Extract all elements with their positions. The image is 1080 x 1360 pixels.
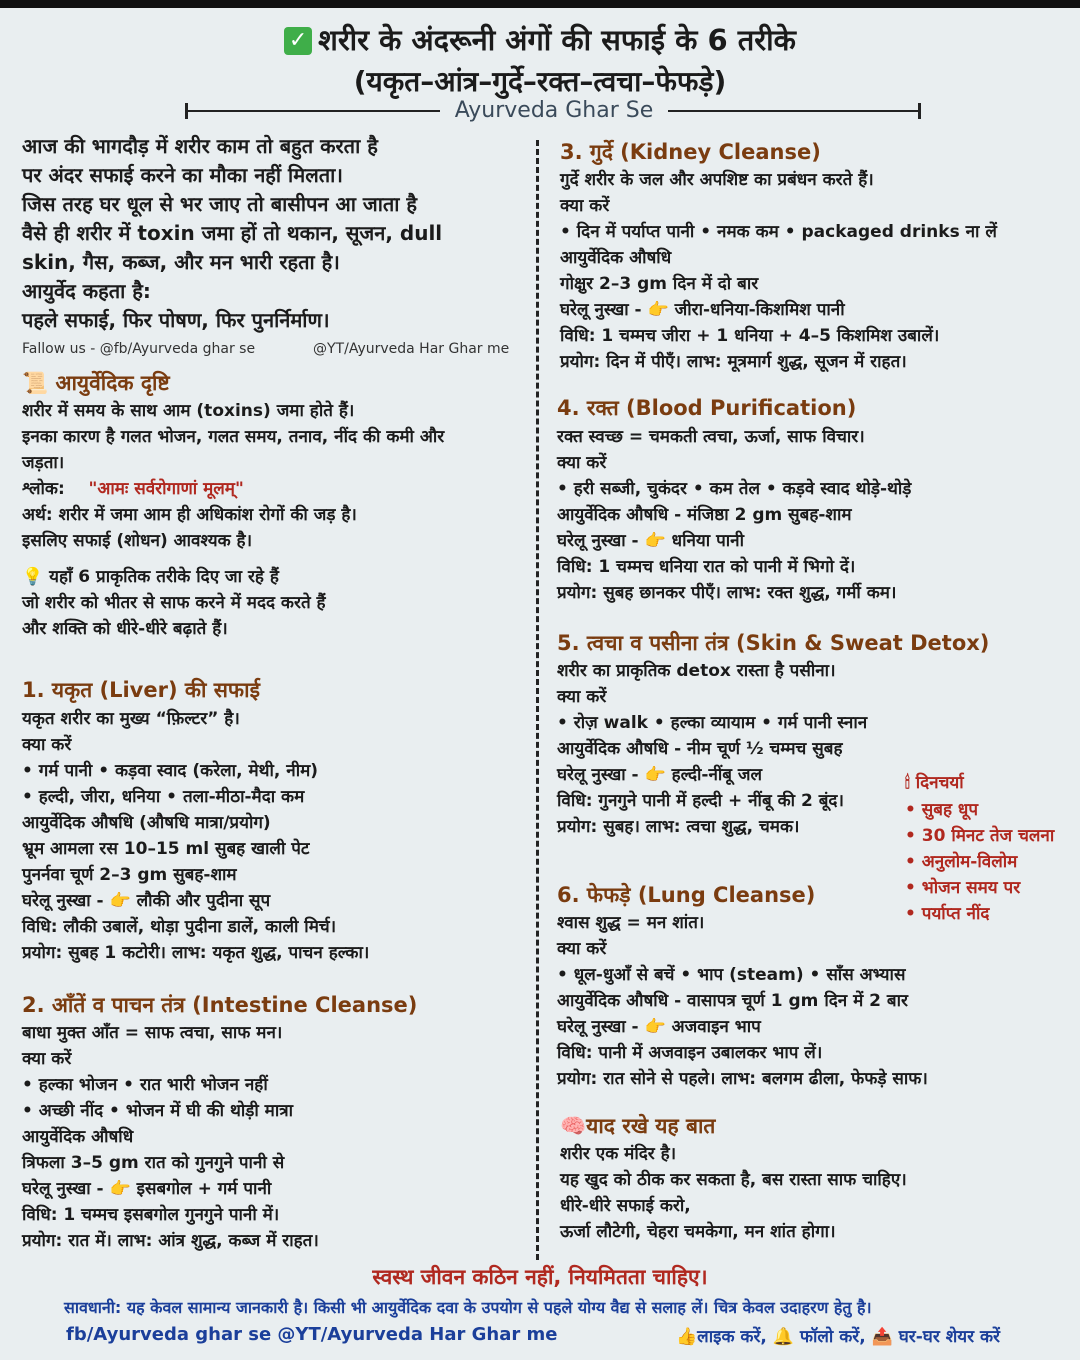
lung-line: श्वास शुद्ध = मन शांत। <box>557 913 705 933</box>
liver-line: घरेलू नुस्खा - 👉 लौकी और पुदीना सूप <box>22 891 271 911</box>
intestine-line: त्रिफला 3–5 gm रात को गुनगुने पानी से <box>22 1153 285 1173</box>
dincharya-item: • भोजन समय पर <box>905 878 1021 898</box>
section-kidney-heading: 3. गुर्दे (Kidney Cleanse) <box>560 140 821 164</box>
section-liver-heading: 1. यकृत (Liver) की सफाई <box>22 678 260 702</box>
kidney-line: विधि: 1 चम्मच जीरा + 1 धनिया + 4–5 किशमिश उबालें। <box>560 326 940 346</box>
lung-line: आयुर्वेदिक औषधि - वासापत्र चूर्ण 1 gm दिन में 2 बार <box>557 991 908 1011</box>
intestine-line: बाधा मुक्त आँत = साफ त्वचा, साफ मन। <box>22 1023 283 1043</box>
disclaimer: सावधानी: यह केवल सामान्य जानकारी है। किसी भी आयुर्वेदिक दवा के उपयोग से पहले योग्य वैद्य से सलाह लें। चित्र केवल उदाहरण हेतु है। <box>64 1298 872 1317</box>
reminder-line: यह खुद को ठीक कर सकता है, बस रास्ता साफ चाहिए। <box>560 1170 907 1190</box>
drishti-heading <box>22 369 170 397</box>
skin-line: विधि: गुनगुने पानी में हल्दी + नींबू की 2 बूंद। <box>557 791 844 811</box>
intro-line: skin, गैस, कब्ज, और मन भारी रहता है। <box>22 250 340 274</box>
reminder-heading: 🧠याद रखे यह बात <box>560 1114 716 1138</box>
brand-line-left <box>185 110 440 112</box>
section-blood-heading: 4. रक्त (Blood Purification) <box>557 396 857 420</box>
dincharya-heading: 🕯 दिनचर्या <box>905 773 964 793</box>
section-lung-heading: 6. फेफड़े (Lung Cleanse) <box>557 883 816 907</box>
lung-line: घरेलू नुस्खा - 👉 अजवाइन भाप <box>557 1017 761 1037</box>
section-skin-heading: 5. त्वचा व पसीना तंत्र (Skin & Sweat Detox) <box>557 631 990 655</box>
intro-line: आयुर्वेद कहता है: <box>22 279 151 303</box>
intro-line: पहले सफाई, फिर पोषण, फिर पुनर्निर्माण। <box>22 308 330 332</box>
section-intestine-heading: 2. आँतें व पाचन तंत्र (Intestine Cleanse) <box>22 993 418 1017</box>
dincharya-item: • सुबह धूप <box>905 800 979 820</box>
drishti-line: जो शरीर को भीतर से साफ करने में मदद करते हैं <box>22 593 326 613</box>
brand-line-right <box>668 110 920 112</box>
checkmark-icon: ✓ <box>284 27 312 55</box>
blood-line: रक्त स्वच्छ = चमकती त्वचा, ऊर्जा, साफ विचार। <box>557 427 865 447</box>
bulb-icon: 💡 <box>22 567 44 587</box>
reminder-line: शरीर एक मंदिर है। <box>560 1144 677 1164</box>
shlok-text: "आमः सर्वरोगाणां मूलम्" <box>88 479 244 499</box>
kidney-line: क्या करें <box>560 196 610 216</box>
column-divider <box>536 140 539 1260</box>
drishti-line: शरीर में समय के साथ आम (toxins) जमा होते हैं। <box>22 401 355 421</box>
lung-line: • धूल-धुआँ से बचें • भाप (steam) • साँस अभ्यास <box>557 965 906 985</box>
drishti-tip-line <box>22 564 279 587</box>
kidney-line: • दिन में पर्याप्त पानी • नमक कम • packaged drinks ना लें <box>560 222 997 242</box>
tagline: स्वस्थ जीवन कठिन नहीं, नियमितता चाहिए। <box>372 1265 708 1289</box>
intro-line: जिस तरह घर धूल से भर जाए तो बासीपन आ जाता है <box>22 192 418 216</box>
kidney-line: आयुर्वेदिक औषधि <box>560 248 672 268</box>
skin-line: क्या करें <box>557 687 607 707</box>
shlok-line <box>22 476 244 499</box>
skin-line: आयुर्वेदिक औषधि - नीम चूर्ण ½ चम्मच सुबह <box>557 739 843 759</box>
kidney-line: गुर्दे शरीर के जल और अपशिष्ट का प्रबंधन करते हैं। <box>560 170 874 190</box>
intestine-line: • हल्का भोजन • रात भारी भोजन नहीं <box>22 1075 268 1095</box>
intestine-line: क्या करें <box>22 1049 72 1069</box>
blood-line: प्रयोग: सुबह छानकर पीएँ। लाभ: रक्त शुद्ध, गर्मी कम। <box>557 583 897 603</box>
follow-fb[interactable]: Fallow us - @fb/Ayurveda ghar se <box>22 341 256 357</box>
kidney-line: गोक्षुर 2–3 gm दिन में दो बार <box>560 274 759 294</box>
liver-line: भ्रूम आमला रस 10–15 ml सुबह खाली पेट <box>22 839 310 859</box>
drishti-line: अर्थ: शरीर में जमा आम ही अधिकांश रोगों की जड़ है। <box>22 505 357 525</box>
dincharya-item: • अनुलोम-विलोम <box>905 852 1018 872</box>
call-to-action[interactable]: 👍लाइक करें, 🔔 फॉलो करें, 📤 घर-घर शेयर करें <box>676 1327 1000 1347</box>
kidney-line: प्रयोग: दिन में पीएँ। लाभ: मूत्रमार्ग शुद्ध, सूजन में राहत। <box>560 352 907 372</box>
drishti-tip-text: यहाँ 6 प्राकृतिक तरीके दिए जा रहे हैं <box>49 567 279 587</box>
intro-line: आज की भागदौड़ में शरीर काम तो बहुत करता है <box>22 134 378 158</box>
liver-line: • हल्दी, जीरा, धनिया • तला-मीठा-मैदा कम <box>22 787 305 807</box>
lung-line: विधि: पानी में अजवाइन उबालकर भाप लें। <box>557 1043 823 1063</box>
drishti-line: और शक्ति को धीरे-धीरे बढ़ाते हैं। <box>22 619 228 639</box>
intro-line: पर अंदर सफाई करने का मौका नहीं मिलता। <box>22 163 343 187</box>
drishti-line: इसलिए सफाई (शोधन) आवश्यक है। <box>22 531 253 551</box>
skin-line: शरीर का प्राकृतिक detox रास्ता है पसीना। <box>557 661 836 681</box>
kidney-line: घरेलू नुस्खा - 👉 जीरा-धनिया-किशमिश पानी <box>560 300 845 320</box>
liver-line: विधि: लौकी उबालें, थोड़ा पुदीना डालें, काली मिर्च। <box>22 917 337 937</box>
dincharya-item: • पर्याप्त नींद <box>905 904 990 924</box>
reminder-line: ऊर्जा लौटेगी, चेहरा चमकेगा, मन शांत होगा। <box>560 1222 836 1242</box>
brand-line-right-tick <box>918 103 921 119</box>
shlok-label: श्लोक: <box>22 479 65 499</box>
skin-line: प्रयोग: सुबह। लाभ: त्वचा शुद्ध, चमक। <box>557 817 800 837</box>
page-title <box>0 20 1080 59</box>
dincharya-item: • 30 मिनट तेज चलना <box>905 826 1055 846</box>
reminder-line: धीरे-धीरे सफाई करो, <box>560 1196 691 1216</box>
blood-line: आयुर्वेदिक औषधि - मंजिष्ठा 2 gm सुबह-शाम <box>557 505 852 525</box>
skin-line: • रोज़ walk • हल्का व्यायाम • गर्म पानी स्नान <box>557 713 868 733</box>
title-text: शरीर के अंदरूनी अंगों की सफाई के 6 तरीके <box>318 23 796 57</box>
drishti-line: इनका कारण है गलत भोजन, गलत समय, तनाव, नींद की कमी और <box>22 427 445 447</box>
intro-line: वैसे ही शरीर में toxin जमा हों तो थकान, सूजन, dull <box>22 221 443 245</box>
drishti-line: जड़ता। <box>22 453 65 473</box>
intestine-line: आयुर्वेदिक औषधि <box>22 1127 134 1147</box>
intestine-line: विधि: 1 चम्मच इसबगोल गुनगुने पानी में। <box>22 1205 280 1225</box>
liver-line: पुनर्नवा चूर्ण 2–3 gm सुबह-शाम <box>22 865 237 885</box>
intestine-line: • अच्छी नींद • भोजन में घी की थोड़ी मात्रा <box>22 1101 294 1121</box>
blood-line: • हरी सब्जी, चुकंदर • कम तेल • कड़वे स्वाद थोड़े-थोड़े <box>557 479 912 499</box>
liver-line: आयुर्वेदिक औषधि (औषधि मात्रा/प्रयोग) <box>22 813 271 833</box>
page-subtitle: (यकृत–आंत्र–गुर्दे–रक्त–त्वचा–फेफड़े) <box>353 65 727 98</box>
blood-line: घरेलू नुस्खा - 👉 धनिया पानी <box>557 531 744 551</box>
lung-line: प्रयोग: रात सोने से पहले। लाभ: बलगम ढीला, फेफड़े साफ। <box>557 1069 928 1089</box>
liver-line: क्या करें <box>22 735 72 755</box>
intestine-line: प्रयोग: रात में। लाभ: आंत्र शुद्ध, कब्ज में राहत। <box>22 1231 319 1251</box>
scroll-icon: 📜 <box>22 371 49 395</box>
blood-line: विधि: 1 चम्मच धनिया रात को पानी में भिगो दें। <box>557 557 856 577</box>
liver-line: प्रयोग: सुबह 1 कटोरी। लाभ: यकृत शुद्ध, पाचन हल्का। <box>22 943 370 963</box>
blood-line: क्या करें <box>557 453 607 473</box>
intestine-line: घरेलू नुस्खा - 👉 इसबगोल + गर्म पानी <box>22 1179 272 1199</box>
brand-name: Ayurveda Ghar Se <box>454 98 654 123</box>
social-handles[interactable]: fb/Ayurveda ghar se @YT/Ayurveda Har Ghar me <box>66 1324 558 1345</box>
drishti-heading-text: आयुर्वेदिक दृष्टि <box>55 371 170 395</box>
follow-yt[interactable]: @YT/Ayurveda Har Ghar me <box>313 341 510 357</box>
lung-line: क्या करें <box>557 939 607 959</box>
skin-line: घरेलू नुस्खा - 👉 हल्दी-नींबू जल <box>557 765 763 785</box>
liver-line: • गर्म पानी • कड़वा स्वाद (करेला, मेथी, नीम) <box>22 761 319 781</box>
top-border <box>0 0 1080 8</box>
liver-line: यकृत शरीर का मुख्य “फ़िल्टर” है। <box>22 709 240 729</box>
